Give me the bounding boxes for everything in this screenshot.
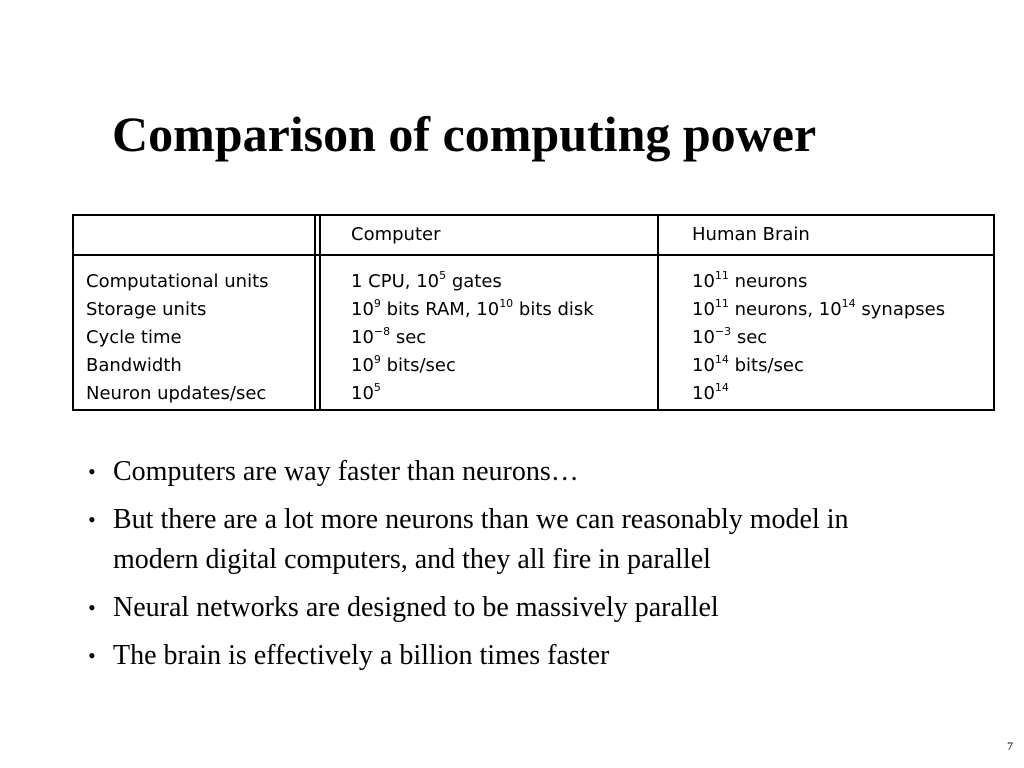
- row-label: Computational units: [86, 271, 269, 292]
- bullet-text: The brain is effectively a billion times faster: [113, 640, 610, 671]
- brain-value: $10^{11}$ neurons, $10^{14}$ synapses: [692, 297, 946, 320]
- computer-value: $10^{-8}$ sec: [351, 325, 427, 348]
- bullet-item: [88, 452, 908, 492]
- table-header-divider: [74, 254, 993, 256]
- table-divider: [657, 216, 659, 409]
- column-labels: [86, 268, 269, 408]
- bullet-icon: •: [88, 507, 96, 532]
- bullet-item: [88, 588, 908, 628]
- brain-value: $10^{11}$ neurons: [692, 269, 808, 292]
- table-divider: [314, 216, 316, 409]
- computer-value: $10^9$ bits/sec: [351, 353, 456, 376]
- computer-value: $10^5$: [351, 381, 381, 404]
- table-divider: [319, 216, 321, 409]
- row-label: Neuron updates/sec: [86, 383, 267, 404]
- bullet-text: Neural networks are designed to be massively parallel: [113, 592, 719, 623]
- bullet-text: Computers are way faster than neurons…: [113, 456, 579, 487]
- bullet-list: [88, 452, 908, 684]
- column-human-brain: [692, 268, 945, 408]
- header-computer: Computer: [351, 224, 441, 245]
- comparison-table: [72, 214, 995, 411]
- brain-value: $10^{-3}$ sec: [692, 325, 768, 348]
- column-computer: [351, 268, 594, 408]
- page-number: 7: [1007, 739, 1013, 753]
- row-label: Cycle time: [86, 327, 182, 348]
- bullet-item: [88, 500, 908, 580]
- bullet-icon: •: [88, 643, 96, 668]
- brain-value: $10^{14}$ bits/sec: [692, 353, 804, 376]
- row-label: Storage units: [86, 299, 207, 320]
- header-human-brain: Human Brain: [692, 224, 810, 245]
- slide-title: Comparison of computing power: [112, 106, 817, 162]
- bullet-text: But there are a lot more neurons than we can reasonably model in modern digital computers, and they all fire in parallel: [113, 504, 849, 575]
- brain-value: $10^{14}$: [692, 381, 729, 404]
- bullet-icon: •: [88, 459, 96, 484]
- row-label: Bandwidth: [86, 355, 182, 376]
- computer-value: 1 CPU, $10^5$ gates: [351, 269, 502, 292]
- bullet-item: [88, 636, 908, 676]
- computer-value: $10^9$ bits RAM, $10^{10}$ bits disk: [351, 297, 594, 320]
- bullet-icon: •: [88, 595, 96, 620]
